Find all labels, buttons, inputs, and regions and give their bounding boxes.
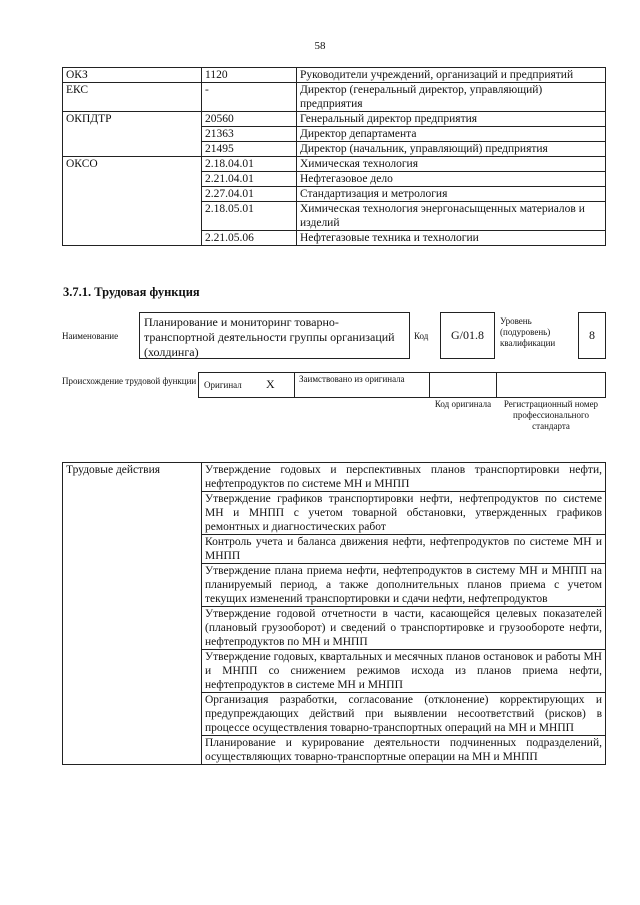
codes-row — [63, 231, 606, 246]
page-number: 58 — [314, 40, 326, 52]
codes-row — [63, 127, 606, 142]
original-label: Оригинал — [204, 380, 242, 390]
codes-row — [63, 187, 606, 202]
action-item: Организация разработки, согласование (отклонение) корректирующих и предупреждающих действий при выявлении несоответствий (рисков) в процессе осуществления товарно-транспортных операций на МН и МНПП — [202, 693, 606, 736]
codes-row — [63, 83, 606, 112]
classifier-title: Директор (генеральный директор, управляющий) предприятия — [297, 83, 606, 112]
origin-borrowed-cell — [294, 372, 430, 398]
classifier-name — [63, 127, 202, 142]
action-item: Планирование и курирование деятельности подчиненных подразделений, осуществляющих товарно-транспортные операции на МН и МНПП — [202, 736, 606, 765]
classifier-name — [63, 142, 202, 157]
classification-codes-table — [62, 67, 606, 246]
classifier-title: Химическая технология — [297, 157, 606, 172]
codes-row — [63, 68, 606, 83]
action-item: Контроль учета и баланса движения нефти, нефтепродуктов по системе МН и МНПП — [202, 535, 606, 564]
original-code-caption: Код оригинала — [434, 399, 492, 409]
function-code-value: G/01.8 — [440, 312, 495, 359]
codes-row — [63, 142, 606, 157]
classifier-name — [63, 231, 202, 246]
classifier-name: ОКЗ — [63, 68, 202, 83]
classifier-code: 21363 — [202, 127, 297, 142]
name-label: Наименование — [62, 331, 119, 341]
reg-number-caption: Регистрационный номер профессионального стандарта — [503, 399, 599, 431]
action-item: Утверждение годовых и перспективных планов транспортировки нефти, нефтепродуктов по системе МН и МНПП — [202, 463, 606, 492]
origin-label: Происхождение трудовой функции — [62, 376, 197, 386]
classifier-name — [63, 172, 202, 187]
action-item: Утверждение плана приема нефти, нефтепродуктов в систему МН и МНПП на планируемый период, а также дополнительных планов приема с учетом текущих изменений транспортировки и сдачи нефти, нефтепродуктов — [202, 564, 606, 607]
classifier-code: 1120 — [202, 68, 297, 83]
actions-label: Трудовые действия — [63, 463, 202, 765]
classifier-title: Руководители учреждений, организаций и предприятий — [297, 68, 606, 83]
classifier-code: 2.18.05.01 — [202, 202, 297, 231]
classifier-title: Директор (начальник, управляющий) предприятия — [297, 142, 606, 157]
reg-number-cell — [496, 372, 606, 398]
action-item: Утверждение годовых, квартальных и месячных планов остановок и работы МН и МНПП со снижением режимов исхода из планов приема нефти, нефтепродуктов в системе МН и МНПП — [202, 650, 606, 693]
classifier-title: Генеральный директор предприятия — [297, 112, 606, 127]
codes-row — [63, 202, 606, 231]
classifier-name: ЕКС — [63, 83, 202, 112]
classifier-name — [63, 202, 202, 231]
classifier-title: Нефтегазовые техника и технологии — [297, 231, 606, 246]
action-item: Утверждение годовой отчетности в части, касающейся целевых показателей (плановый грузооборот) и сведений о транспортировке и грузообороте нефти, нефтепродуктов по МН и МНПП — [202, 607, 606, 650]
classifier-title: Химическая технология энергонасыщенных материалов и изделий — [297, 202, 606, 231]
action-row — [63, 463, 606, 492]
classifier-code: 2.27.04.01 — [202, 187, 297, 202]
codes-row — [63, 112, 606, 127]
labor-actions-table — [62, 462, 606, 765]
code-label: Код — [414, 331, 429, 341]
classifier-name: ОКПДТР — [63, 112, 202, 127]
classifier-title: Стандартизация и метрология — [297, 187, 606, 202]
function-name-value: Планирование и мониторинг товарно-транспортной деятельности группы организаций (холдинга) — [139, 312, 410, 359]
level-label: Уровень (подуровень) квалификации — [500, 316, 556, 348]
classifier-code: 2.21.04.01 — [202, 172, 297, 187]
original-mark: X — [266, 377, 275, 391]
section-title: 3.7.1. Трудовая функция — [63, 285, 200, 299]
codes-row — [63, 157, 606, 172]
classifier-title: Нефтегазовое дело — [297, 172, 606, 187]
classifier-title: Директор департамента — [297, 127, 606, 142]
classifier-code: 2.18.04.01 — [202, 157, 297, 172]
classifier-name — [63, 187, 202, 202]
codes-row — [63, 172, 606, 187]
qualification-level-value: 8 — [578, 312, 606, 359]
origin-original-cell — [198, 372, 294, 398]
action-item: Утверждение графиков транспортировки нефти, нефтепродуктов по системе МН и МНПП с учетом товарной обстановки, утвержденных графиков ремонтных и диагностических работ — [202, 492, 606, 535]
classifier-code: - — [202, 83, 297, 112]
classifier-code: 21495 — [202, 142, 297, 157]
classifier-code: 2.21.05.06 — [202, 231, 297, 246]
classifier-name: ОКСО — [63, 157, 202, 172]
original-code-cell — [429, 372, 497, 398]
borrowed-label: Заимствовано из оригинала — [299, 374, 405, 384]
classifier-code: 20560 — [202, 112, 297, 127]
